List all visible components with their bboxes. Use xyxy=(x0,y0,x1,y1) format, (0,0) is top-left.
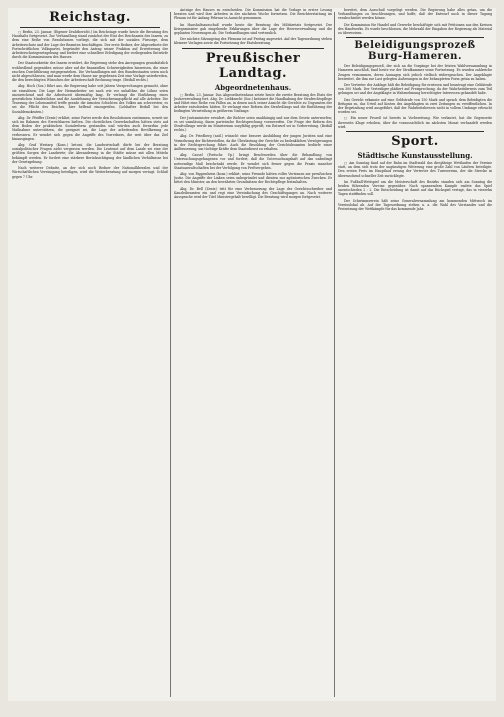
paragraph: Abg. Dr. Bell (Zentr.) tritt für eine Verbesserung der Lage der Gerichtsschreiber und Kanzleibeamten ein und regt eine Vereinfachung des Geschäftsganges an. Nach weiterer Aussprache wird der Titel Ministergehalt bewilligt. Die Beratung wird morgen fortgesetzt. xyxy=(174,186,332,200)
subheading: Städtische Kunstausstellung. xyxy=(357,151,473,161)
paragraph: Der Staatssekretär des Innern erwidert, die Regierung stehe den Anregungen grundsätzlich wohlwollend gegenüber, müsse aber auf die finanziellen Schwierigkeiten hinweisen, die einer raschen Durchführung entgegenstehen. Die Verhandlungen mit den Bundesstaaten seien noch nicht abgeschlossen, und man werde dem Hause zur gegebenen Zeit eine Vorlage unterbreiten, die den berechtigten Wünschen der Arbeiterschaft Rechnung trage. (Beifall rechts.) xyxy=(12,61,168,83)
article-body xyxy=(12,30,168,179)
subheading: Abgeordnetenhaus. xyxy=(214,82,292,92)
paragraph: bereitet, dem Ausschuß vorgelegt werden. Die Regierung habe alles getan, um die Verhandlungen zu beschleunigen, und hoffe, daß der Entwurf noch in dieser Tagung verabschiedet werden könne. xyxy=(338,8,492,21)
paragraph: Abg. Cassel (Fortschr. Vp.) bringt Beschwerden über die Behandlung von Untersuchungsgefangenen vor und fordert, daß die Untersuchungshaft auf das unbedingt notwendige Maß beschränkt werde. Er wendet sich ferner gegen die Praxis mancher Staatsanwaltschaften bei der Verfolgung von Preßvergehen. xyxy=(174,153,332,170)
article-body xyxy=(338,161,492,211)
paragraph: Abg. von Pappenheim (kons.) erklärt, seine Freunde hätten volles Vertrauen zur preußischen Justiz. Die Angriffe der Linken seien unbegründet und dienten nur agitatorischen Zwecken. Er bittet den Minister, an den bewährten Grundsätzen der Rechtspflege festzuhalten. xyxy=(174,172,332,185)
paragraph: Abg. Dr. Pfeiffer (Zentr.) erklärt, seine Partei werde den Resolutionen zustimmen, soweit sie sich im Rahmen des Erreichbaren hielten. Die christlichen Gewerkschaften hätten stets auf dem Boden der praktischen Sozialreform gestanden und würden auch fernerhin jede Maßnahme unterstützen, die geeignet sei, die Lage der arbeitenden Bevölkerung zu verbessern. Er wendet sich gegen die Angriffe des Vorredners, die weit über das Ziel hinausgingen. xyxy=(12,115,168,141)
section-heading-sport: Sport. xyxy=(391,134,439,150)
divider xyxy=(182,48,324,49)
article-body xyxy=(174,93,332,200)
paragraph: Der Vertreter der Anklage hält die Beleidigung für erwiesen und beantragt eine Geldstrafe von 300 Mark. Der Verteidiger plädiert auf Freisprechung, da der Wahrheitsbeweis zum Teil gelungen sei und der Angeklagte in Wahrnehmung berechtigter Interessen gehandelt habe. xyxy=(338,83,492,96)
section-heading-prozess: Beleidigungsprozeß Burg-Hameren. xyxy=(354,40,476,63)
column-landtag xyxy=(174,8,332,701)
divider xyxy=(346,37,484,38)
paragraph: Abg. Dr. Friedberg (natl.) wünscht eine bessere Ausbildung der jungen Juristen und eine Vermehrung der Richterstellen, da die Überlastung der Gerichte zu bedenklichen Verzögerungen in der Rechtsprechung führe. Auch die Besoldung der Gerichtsbeamten bedürfe einer Aufbesserung, um tüchtige Kräfte dem Staatsdienst zu erhalten. xyxy=(174,134,332,152)
paragraph: □ Am Sonntag fand auf der Bahn im Stadtwald das diesjährige Wettlaufen der Vereine statt, an dem sich trotz der ungünstigen Witterung eine große Zahl von Läufern beteiligte. Den ersten Preis im Hauptlauf errang der Vertreter des Turnvereins, der die Strecke in überraschend schneller Zeit zurücklegte. xyxy=(338,161,492,178)
article-body xyxy=(338,64,492,129)
column-prozess-sport xyxy=(338,8,492,701)
paragraph: Der Beleidigungsprozeß, der sich an die Vorgänge bei der letzten Wahlversammlung in Hameren anschloß, fand heute vor der Strafkammer seine Fortsetzung. Es wurden zahlreiche Zeugen vernommen, deren Aussagen sich jedoch vielfach widersprachen. Der Angeklagte bestreitet, die ihm zur Last gelegten Äußerungen in der behaupteten Form getan zu haben. xyxy=(338,64,492,81)
section-heading-landtag: Preußischer Landtag. xyxy=(205,50,301,81)
paragraph: Nach weiterer Debatte, an der sich noch Redner der Nationalliberalen und der Wirtschaftlichen Vereinigung beteiligen, wird die Weiterberatung auf morgen vertagt. Schluß gegen 7 Uhr. xyxy=(12,166,168,179)
divider xyxy=(20,27,160,28)
paragraph: □ Berlin, 23. Januar. Das Abgeordnetenhaus setzte heute die zweite Beratung des Etats der Justizverwaltung fort. Abg. Dr. Liebknecht (Soz.) kritisiert die Handhabung der Strafrechtspflege und führt eine Reihe von Fällen an, in denen nach seiner Ansicht die Gerichte zu Ungunsten der Arbeiter entschieden hätten. Er verlangt eine Reform des Strafvollzugs und die Einführung der bedingten Verurteilung in größerem Umfange. xyxy=(174,92,332,114)
paragraph: Im Fußball-Wettspiel um die Meisterschaft des Bezirks standen sich am Sonntag die beiden führenden Vereine gegenüber. Nach spannendem Kampfe endete das Spiel unentschieden 2 : 2. Die Entscheidung ist damit auf das Rückspiel vertagt, das in vierzehn Tagen stattfinden soll. xyxy=(338,179,492,197)
column-rule xyxy=(334,12,335,697)
paragraph: Im Haushaltsausschuß wurde heute die Beratung des Militäretats fortgesetzt. Der Kriegsminister gab eingehende Erklärungen über die Lage der Heeresverwaltung und die geplanten Neuerungen ab. Die Verhandlungen sind vertraulich. xyxy=(174,22,332,36)
paragraph: □ Ein neuer Prozeß ist bereits in Vorbereitung. Wie verlautet, hat die Gegenseite ihrerseits Klage erhoben, über die voraussichtlich im nächsten Monat verhandelt werden wird. xyxy=(338,116,492,129)
paragraph: Anträge des Hauses zu entscheiden. Die Kommission hat die Vorlage in erster Lesung beraten und wird ihre Arbeiten in der nächsten Woche fortsetzen. Die Berichterstattung im Plenum ist für Anfang Februar in Aussicht genommen. xyxy=(174,8,332,21)
paragraph: Das Gericht erkannte auf eine Geldstrafe von 150 Mark und sprach dem Beleidigten die Befugnis zu, das Urteil auf Kosten des Angeklagten in zwei Zeitungen zu veröffentlichen. In der Begründung wird ausgeführt, daß der Wahrheitsbeweis nicht in vollem Umfange erbracht worden sei. xyxy=(338,97,492,115)
divider xyxy=(346,131,484,132)
paragraph: Der Justizminister erwidert, die Richter seien unabhängig und nur dem Gesetz unterworfen; es sei unzulässig, ihnen parteiische Rechtsprechung vorzuwerfen. Die Frage der Reform des Strafvollzugs werde im Ministerium sorgfältig geprüft; ein Entwurf sei in Vorbereitung. (Beifall rechts.) xyxy=(174,115,332,133)
paragraph: Der Schwimmverein hält seine Generalversammlung am kommenden Mittwoch im Vereinslokal ab. Auf der Tagesordnung stehen u. a. die Wahl des Vorstandes und die Festsetzung der Wettkämpfe für das kommende Jahr. xyxy=(338,198,492,212)
paragraph: Die Kommission für Handel und Gewerbe beschäftigte sich mit Petitionen aus den Kreisen des Handwerks. Es wurde beschlossen, die Mehrzahl der Eingaben der Regierung als Material zu überweisen. xyxy=(338,22,492,36)
paragraph: Abg. Hoch (Soz.) führt aus, die Regierung habe seit Jahren Versprechungen gemacht, ohne sie einzulösen. Die Lage der Heimarbeiter sei nach wie vor unhaltbar, die Löhne seien unzureichend und die Arbeitszeit übermäßig lang. Er verlangt die Einführung eines gesetzlichen Mindestlohns und die Ausdehnung der Versicherungspflicht auf alle Arbeiter. Die Teuerung der Lebensmittel treffe gerade die ärmsten Schichten des Volkes am schwersten; es sei die Pflicht des Reiches, hier helfend einzugreifen. (Lebhafter Beifall bei den Sozialdemokraten.) xyxy=(12,84,168,114)
paragraph: Der nächste Sitzungstag des Plenums ist auf Freitag angesetzt. Auf der Tagesordnung stehen kleinere Vorlagen sowie die Fortsetzung der Etatsberatung. xyxy=(174,37,332,46)
column-rule xyxy=(170,12,171,697)
section-heading-reichstag: Reichstag. xyxy=(49,10,131,25)
column-reichstag xyxy=(12,8,168,701)
paragraph: □ Berlin, 23. Januar. (Eigener Drahtbericht.) Im Reichstage wurde heute die Beratung des Haushalts fortgesetzt. Zur Verhandlung stand zunächst der Etat des Reichsamts des Innern, zu dem eine Reihe von Resolutionen vorliegt, die sich mit der sozialen Fürsorge, dem Arbeiterschutz und der Lage der Beamten beschäftigen. Der erste Redner, der Abgeordnete der Fortschrittlichen Volkspartei, begründet den Antrag seiner Fraktion auf Erweiterung der Arbeiterschutzgesetzgebung und fordert eine schnellere Erledigung der vorliegenden Entwürfe durch die Kommissionen des Hauses. xyxy=(12,30,168,60)
paragraph: Abg. Graf Westarp (Kons.) betont, die Landwirtschaft dürfe bei der Beratung sozialpolitischer Fragen nicht vergessen werden. Die Leutenot auf dem Lande sei eine der größten Sorgen der Landwirte; die Abwanderung in die Städte müsse mit allen Mitteln bekämpft werden. Er fordert eine stärkere Berücksichtigung der ländlichen Verhältnisse bei der Gesetzgebung. xyxy=(12,143,168,164)
newspaper-page xyxy=(8,8,496,701)
